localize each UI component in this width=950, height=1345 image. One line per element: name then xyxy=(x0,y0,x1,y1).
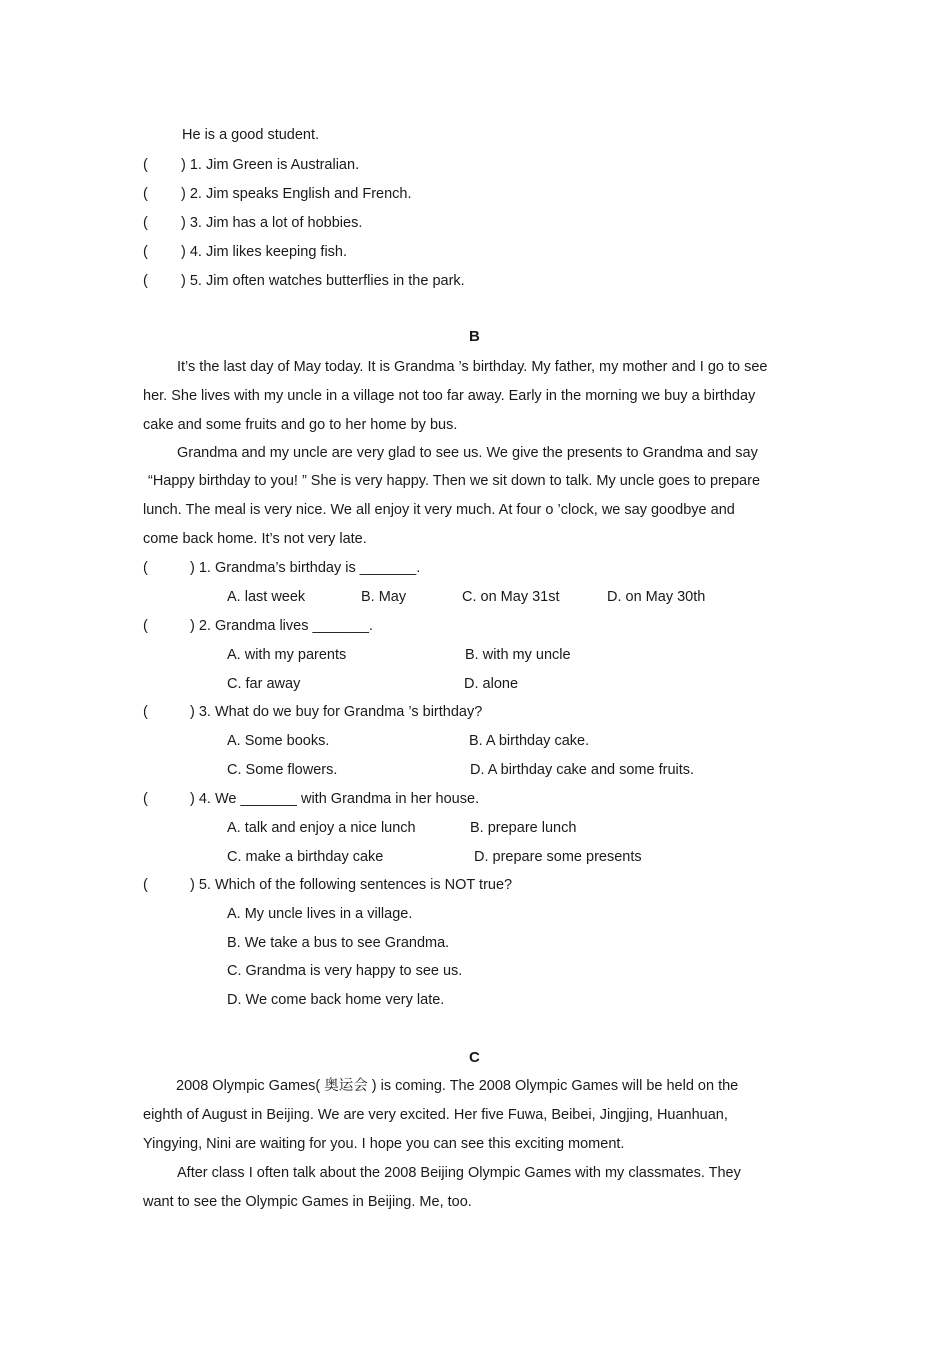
closing-line: He is a good student. xyxy=(182,127,320,143)
question-stem: ) 1. Grandma’s birthday is _______. xyxy=(190,560,421,576)
answer-paren: ( xyxy=(143,273,148,289)
option-a: A. talk and enjoy a nice lunch xyxy=(227,820,416,836)
option-a: A. with my parents xyxy=(227,647,347,663)
option-c: C. far away xyxy=(227,676,301,692)
option-b: B. A birthday cake. xyxy=(469,733,590,749)
answer-paren: ( xyxy=(143,791,148,807)
answer-paren: ( xyxy=(143,215,148,231)
option-a: A. last week xyxy=(227,589,306,605)
passage-line: eighth of August in Beijing. We are very excited. Her five Fuwa, Beibei, Jingjing, Huanhuan, xyxy=(143,1107,728,1123)
passage-line: Yingying, Nini are waiting for you. I hope you can see this exciting moment. xyxy=(143,1136,625,1152)
option-c: C. on May 31st xyxy=(462,589,560,605)
answer-paren: ( xyxy=(143,618,148,634)
question-text: ) 5. Jim often watches butterflies in the park. xyxy=(181,273,465,289)
answer-paren: ( xyxy=(143,877,148,893)
option-b: B. May xyxy=(361,589,407,605)
option-c: C. Grandma is very happy to see us. xyxy=(227,963,463,979)
section-title-c: C xyxy=(469,1049,480,1066)
option-c: C. make a birthday cake xyxy=(227,849,384,865)
question-text: ) 1. Jim Green is Australian. xyxy=(181,157,360,173)
passage-line: “Happy birthday to you! ” She is very happy. Then we sit down to talk. My uncle goes to prepare xyxy=(148,473,761,489)
option-b: B. with my uncle xyxy=(465,647,571,663)
option-c: C. Some flowers. xyxy=(227,762,338,778)
option-a: A. My uncle lives in a village. xyxy=(227,906,413,922)
question-stem: ) 4. We _______ with Grandma in her house. xyxy=(190,791,480,807)
section-title-b: B xyxy=(469,328,480,345)
answer-paren: ( xyxy=(143,704,148,720)
question-text: ) 3. Jim has a lot of hobbies. xyxy=(181,215,363,231)
answer-paren: ( xyxy=(143,157,148,173)
answer-paren: ( xyxy=(143,244,148,260)
question-text: ) 2. Jim speaks English and French. xyxy=(181,186,412,202)
passage-line: her. She lives with my uncle in a village not too far away. Early in the morning we buy a birthday xyxy=(143,388,756,404)
option-d: D. A birthday cake and some fruits. xyxy=(470,762,695,778)
question-stem: ) 2. Grandma lives _______. xyxy=(190,618,373,634)
passage-line: It’s the last day of May today. It is Grandma ’s birthday. My father, my mother and I go to see xyxy=(177,359,768,375)
option-d: D. We come back home very late. xyxy=(227,992,445,1008)
passage-line: 2008 Olympic Games( 奥运会 ) is coming. The 2008 Olympic Games will be held on the xyxy=(176,1078,739,1094)
passage-line: come back home. It’s not very late. xyxy=(143,531,367,547)
passage-line: lunch. The meal is very nice. We all enjoy it very much. At four o ’clock, we say goodbye and xyxy=(143,502,735,518)
option-d: D. on May 30th xyxy=(607,589,706,605)
answer-paren: ( xyxy=(143,186,148,202)
option-b: B. We take a bus to see Grandma. xyxy=(227,935,450,951)
question-stem: ) 3. What do we buy for Grandma ’s birthday? xyxy=(190,704,483,720)
passage-line: After class I often talk about the 2008 Beijing Olympic Games with my classmates. They xyxy=(177,1165,741,1181)
answer-paren: ( xyxy=(143,560,148,576)
option-d: D. alone xyxy=(464,676,519,692)
passage-line: Grandma and my uncle are very glad to see us. We give the presents to Grandma and say xyxy=(177,445,758,461)
option-d: D. prepare some presents xyxy=(474,849,642,865)
option-a: A. Some books. xyxy=(227,733,330,749)
question-stem: ) 5. Which of the following sentences is NOT true? xyxy=(190,877,513,893)
question-text: ) 4. Jim likes keeping fish. xyxy=(181,244,348,260)
passage-line: cake and some fruits and go to her home by bus. xyxy=(143,417,458,433)
option-b: B. prepare lunch xyxy=(470,820,577,836)
passage-line: want to see the Olympic Games in Beijing. Me, too. xyxy=(143,1194,472,1210)
